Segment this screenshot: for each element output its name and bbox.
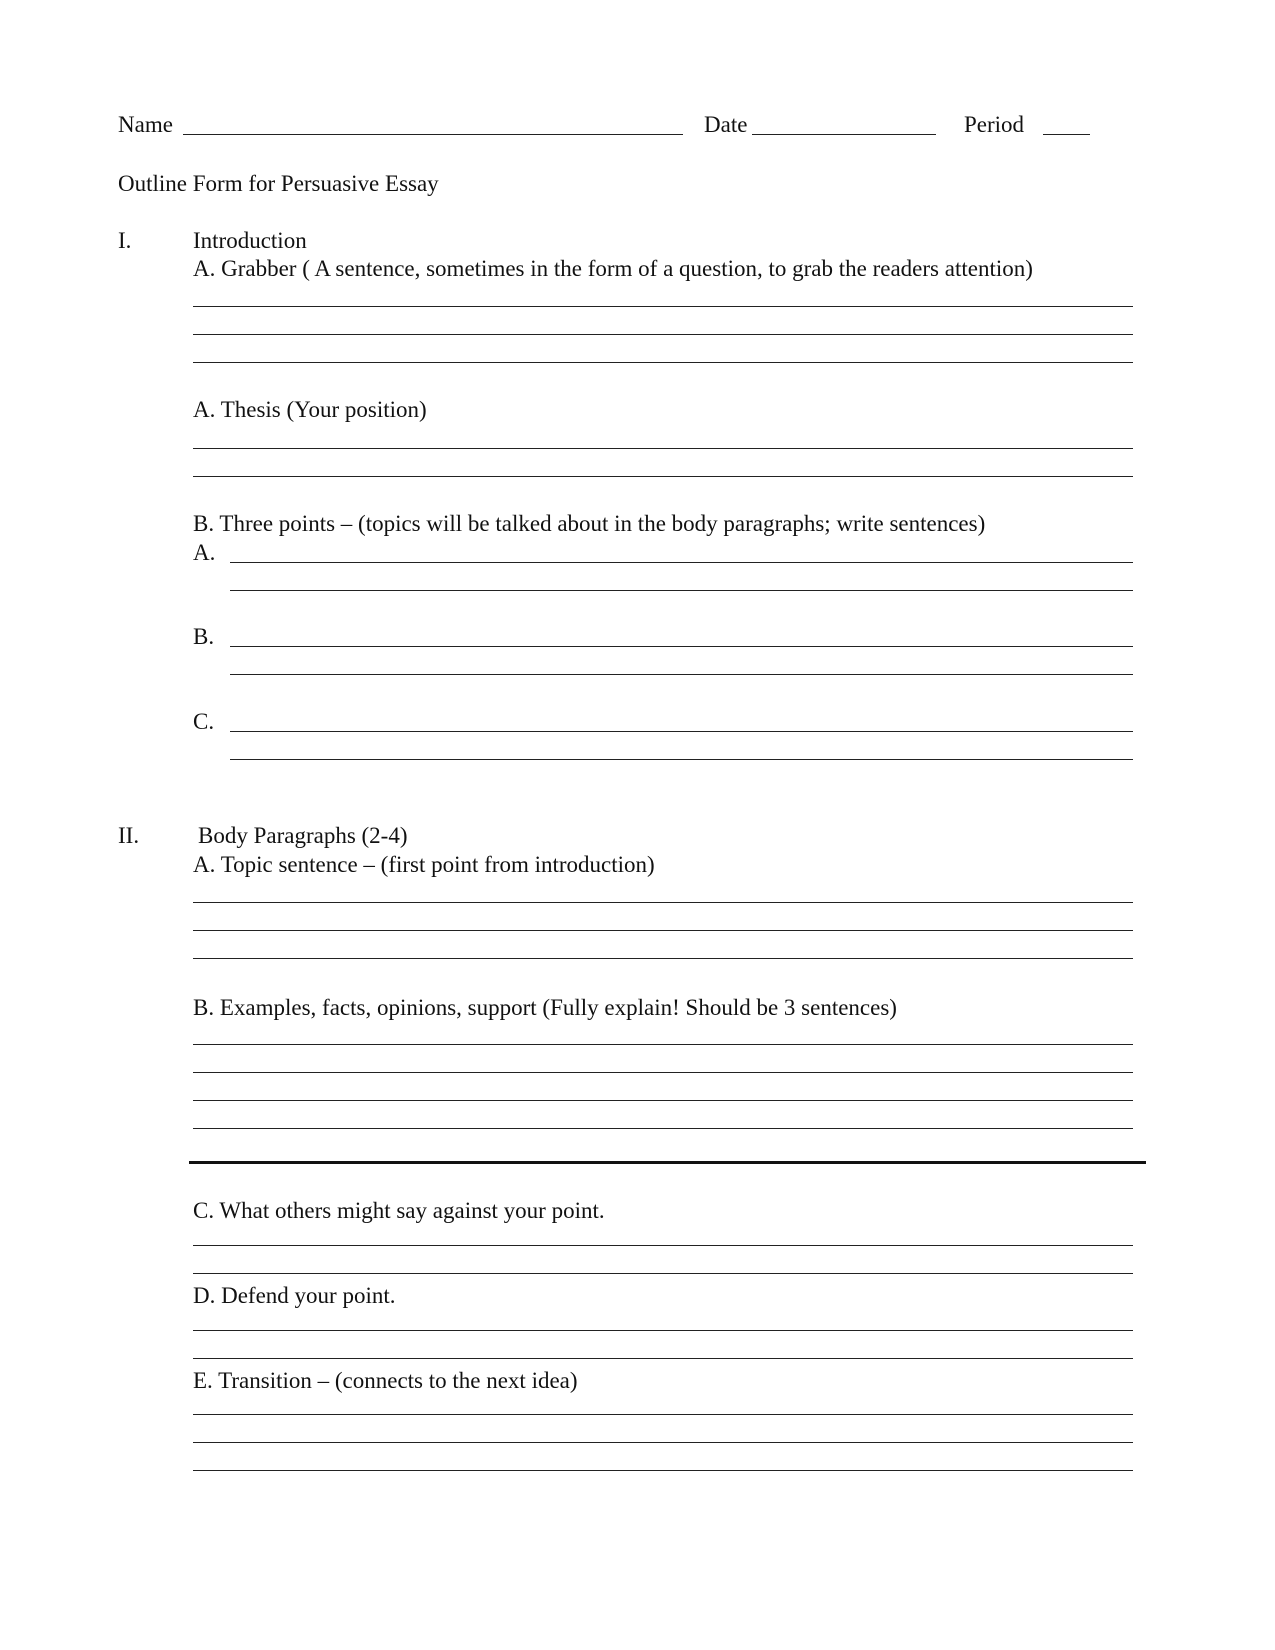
against-line-1[interactable]	[193, 1245, 1133, 1246]
point-c-line-2[interactable]	[230, 759, 1133, 760]
date-label: Date	[704, 112, 748, 137]
section-1-numeral: I.	[118, 228, 132, 253]
transition-line-3[interactable]	[193, 1470, 1133, 1471]
grabber-line-2[interactable]	[193, 334, 1133, 335]
point-a-label: A.	[193, 540, 216, 565]
period-label: Period	[964, 112, 1025, 137]
grabber-line-1[interactable]	[193, 306, 1133, 307]
form-title: Outline Form for Persuasive Essay	[118, 171, 439, 196]
section-2-numeral: II.	[118, 823, 140, 848]
name-label: Name	[118, 112, 173, 137]
examples-line-1[interactable]	[193, 1044, 1133, 1045]
grabber-prompt: A. Grabber ( A sentence, sometimes in the form of a question, to grab the readers attention)	[193, 256, 1033, 281]
point-a-line-1[interactable]	[230, 562, 1133, 563]
topic-sentence-prompt: A. Topic sentence – (first point from introduction)	[193, 852, 655, 877]
point-b-line-1[interactable]	[230, 646, 1133, 647]
topic-line-2[interactable]	[193, 930, 1133, 931]
topic-line-1[interactable]	[193, 902, 1133, 903]
transition-prompt: E. Transition – (connects to the next idea)	[193, 1368, 578, 1393]
examples-prompt: B. Examples, facts, opinions, support (Fully explain! Should be 3 sentences)	[193, 995, 897, 1020]
transition-line-1[interactable]	[193, 1414, 1133, 1415]
three-points-prompt: B. Three points – (topics will be talked about in the body paragraphs; write sentences)	[193, 511, 986, 536]
grabber-line-3[interactable]	[193, 362, 1133, 363]
defend-line-1[interactable]	[193, 1330, 1133, 1331]
section-2-heading: Body Paragraphs (2-4)	[198, 823, 408, 848]
point-b-label: B.	[193, 624, 215, 649]
section-divider	[189, 1161, 1146, 1164]
point-c-label: C.	[193, 709, 215, 734]
examples-line-2[interactable]	[193, 1072, 1133, 1073]
thesis-prompt: A. Thesis (Your position)	[193, 397, 427, 422]
examples-line-4[interactable]	[193, 1128, 1133, 1129]
date-field[interactable]	[752, 134, 936, 135]
topic-line-3[interactable]	[193, 958, 1133, 959]
point-a-line-2[interactable]	[230, 590, 1133, 591]
defend-line-2[interactable]	[193, 1358, 1133, 1359]
point-c-line-1[interactable]	[230, 731, 1133, 732]
thesis-line-1[interactable]	[193, 448, 1133, 449]
against-prompt: C. What others might say against your point.	[193, 1198, 605, 1223]
examples-line-3[interactable]	[193, 1100, 1133, 1101]
against-line-2[interactable]	[193, 1273, 1133, 1274]
section-1-heading: Introduction	[193, 228, 307, 253]
period-field[interactable]	[1043, 134, 1090, 135]
defend-prompt: D. Defend your point.	[193, 1283, 396, 1308]
point-b-line-2[interactable]	[230, 674, 1133, 675]
transition-line-2[interactable]	[193, 1442, 1133, 1443]
thesis-line-2[interactable]	[193, 476, 1133, 477]
name-field[interactable]	[183, 134, 683, 135]
